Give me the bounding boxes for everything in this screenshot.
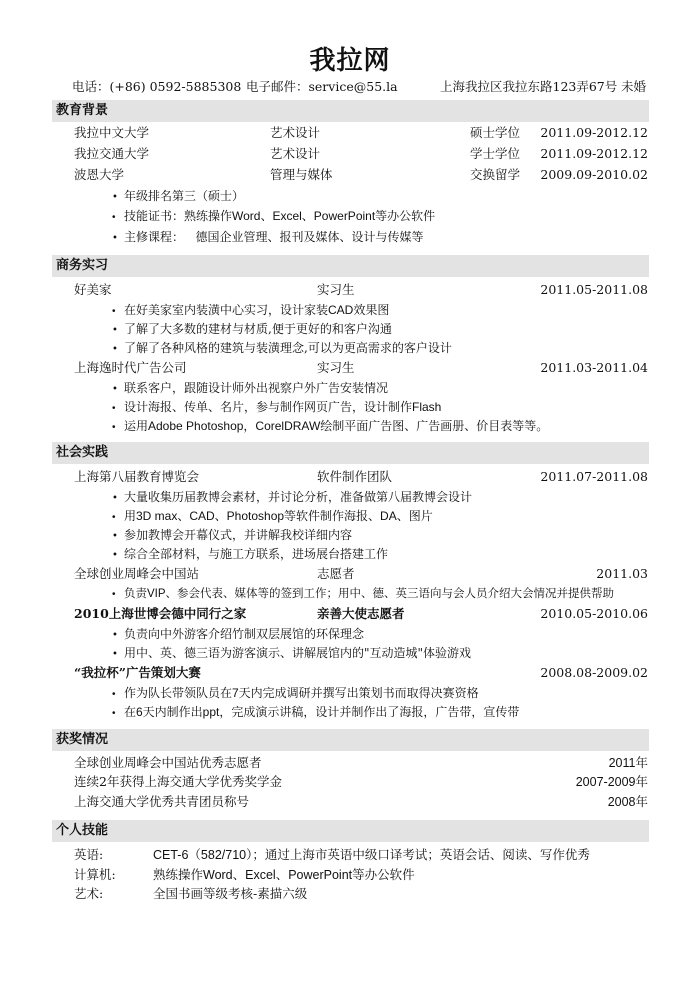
edu-bullet: • 年级排名第三（硕士） <box>112 187 244 207</box>
bullet-icon: • <box>112 344 118 355</box>
practice-period: 2010.05-2010.06 <box>540 606 648 621</box>
bullet-icon: • <box>112 212 116 223</box>
job-bullet: • 了解了各种风格的建筑与装潢理念,可以为更高需求的客户设计 <box>112 339 452 359</box>
edu-major: 艺术设计 <box>270 125 321 140</box>
practice-period: 2011.07-2011.08 <box>540 469 648 484</box>
email-text: 电子邮件：service@55.la <box>246 79 398 94</box>
bullet-icon: • <box>112 531 118 542</box>
practice-role: 志愿者 <box>317 566 355 581</box>
bullet-icon: • <box>112 493 118 504</box>
skill-label: 计算机: <box>74 867 116 882</box>
practice-role: 亲善大使志愿者 <box>317 606 405 621</box>
practice-event: 上海第八届教育博览会 <box>74 469 200 484</box>
job-role: 实习生 <box>317 360 355 375</box>
section-bar-education <box>52 100 649 122</box>
job-bullet: • 在好美家室内装潢中心实习，设计家装CAD效果图 <box>112 301 389 321</box>
award-name: 上海交通大学优秀共青团员称号 <box>74 794 250 809</box>
bullet-icon: • <box>112 512 116 523</box>
job-company: 好美家 <box>74 282 112 297</box>
award-name: 全球创业周峰会中国站优秀志愿者 <box>74 755 262 770</box>
practice-bullet: • 负责VIP、参会代表、媒体等的签到工作；用中、德、英三语向与会人员介绍大会情况并提供帮助 <box>112 585 614 604</box>
section-title-internship: 商务实习 <box>56 258 109 273</box>
skill-value: 熟练操作Word、Excel、PowerPoint等办公软件 <box>153 868 415 882</box>
bullet-icon: • <box>112 325 118 336</box>
practice-bullet: • 负责向中外游客介绍竹制双层展馆的环保理念 <box>112 625 364 645</box>
section-bar-internship <box>52 255 649 277</box>
bullet-icon: • <box>112 689 116 700</box>
practice-bullet: • 参加教博会开幕仪式，并讲解我校详细内容 <box>112 526 352 546</box>
practice-bullet: • 综合全部材料，与施工方联系，进场展台搭建工作 <box>112 545 388 565</box>
award-year: 2011年 <box>608 756 648 770</box>
edu-bullet: • 技能证书：熟练操作Word、Excel、PowerPoint等办公软件 <box>112 207 435 227</box>
practice-bullet: • 大量收集历届教博会素材，并讨论分析，准备做第八届教博会设计 <box>112 488 472 508</box>
job-bullet: • 了解了大多数的建材与材质,便于更好的和客户沟通 <box>112 320 392 340</box>
edu-major: 管理与媒体 <box>270 167 333 182</box>
address-text: 上海我拉区我拉东路123弄67号 <box>440 79 618 94</box>
job-period: 2011.03-2011.04 <box>540 360 648 375</box>
phone-text: 电话：(+86) 0592-5885308 <box>72 79 242 94</box>
bullet-icon: • <box>112 233 118 244</box>
practice-period: 2011.03 <box>596 566 648 581</box>
bullet-icon: • <box>112 589 116 600</box>
edu-degree: 硕士学位 <box>470 125 521 140</box>
bullet-icon: • <box>112 550 118 561</box>
job-bullet: • 设计海报、传单、名片，参与制作网页广告，设计制作Flash <box>112 398 441 418</box>
bullet-icon: • <box>112 630 118 641</box>
marital-status: 未婚 <box>621 79 647 94</box>
edu-period: 2009.09-2010.02 <box>540 167 648 182</box>
edu-period: 2011.09-2012.12 <box>540 125 648 140</box>
award-year: 2008年 <box>607 795 648 809</box>
bullet-icon: • <box>112 384 118 395</box>
bullet-icon: • <box>112 708 116 719</box>
skill-label: 艺术: <box>74 886 104 901</box>
skill-value: 全国书画等级考核-素描六级 <box>153 886 308 901</box>
bullet-icon: • <box>112 422 116 433</box>
practice-event: 全球创业周峰会中国站 <box>74 566 200 581</box>
bullet-icon: • <box>112 192 118 203</box>
edu-school: 我拉中文大学 <box>74 125 150 140</box>
award-name: 连续2年获得上海交通大学优秀奖学金 <box>74 774 282 789</box>
practice-role: 软件制作团队 <box>317 469 393 484</box>
section-title-awards: 获奖情况 <box>56 732 109 747</box>
practice-bullet: • 作为队长带领队员在7天内完成调研并撰写出策划书而取得决赛资格 <box>112 684 479 704</box>
edu-period: 2011.09-2012.12 <box>540 146 648 161</box>
practice-event: “我拉杯”广告策划大赛 <box>74 665 201 680</box>
job-role: 实习生 <box>317 282 355 297</box>
edu-degree: 学士学位 <box>470 146 521 161</box>
practice-period: 2008.08-2009.02 <box>540 665 648 680</box>
award-year: 2007-2009年 <box>575 775 648 789</box>
edu-degree: 交换留学 <box>470 167 521 182</box>
skill-value: CET-6（582/710）；通过上海市英语中级口译考试；英语会话、阅读、写作优秀 <box>153 848 590 862</box>
practice-event: 2010上海世博会德中同行之家 <box>74 606 247 621</box>
edu-bullet: • 主修课程： 德国企业管理、报刊及媒体、设计与传媒等 <box>112 228 423 248</box>
job-bullet: • 联系客户，跟随设计师外出视察户外广告安装情况 <box>112 379 388 399</box>
edu-school: 波恩大学 <box>74 167 125 182</box>
job-bullet: • 运用Adobe Photoshop，CorelDRAW绘制平面广告图、广告画册、价目表等等。 <box>112 417 548 437</box>
section-title-skills: 个人技能 <box>56 823 109 838</box>
edu-school: 我拉交通大学 <box>74 146 150 161</box>
job-company: 上海逸时代广告公司 <box>74 360 187 375</box>
resume-name: 我拉网 <box>309 46 391 76</box>
section-bar-awards <box>52 729 649 751</box>
skill-label: 英语: <box>74 847 104 862</box>
bullet-icon: • <box>112 306 116 317</box>
section-bar-skills <box>52 820 649 842</box>
practice-bullet: • 用3D max、CAD、Photoshop等软件制作海报、DA、图片 <box>112 507 433 527</box>
bullet-icon: • <box>112 649 118 660</box>
job-period: 2011.05-2011.08 <box>540 282 648 297</box>
practice-bullet: • 用中、英、德三语为游客演示、讲解展馆内的"互动造城"体验游戏 <box>112 644 471 664</box>
edu-major: 艺术设计 <box>270 146 321 161</box>
section-bar-practice <box>52 442 649 464</box>
bullet-icon: • <box>112 403 116 414</box>
section-title-practice: 社会实践 <box>56 445 109 460</box>
section-title-education: 教育背景 <box>56 103 109 118</box>
practice-bullet: • 在6天内制作出ppt，完成演示讲稿，设计并制作出了海报，广告带，宣传带 <box>112 703 519 723</box>
